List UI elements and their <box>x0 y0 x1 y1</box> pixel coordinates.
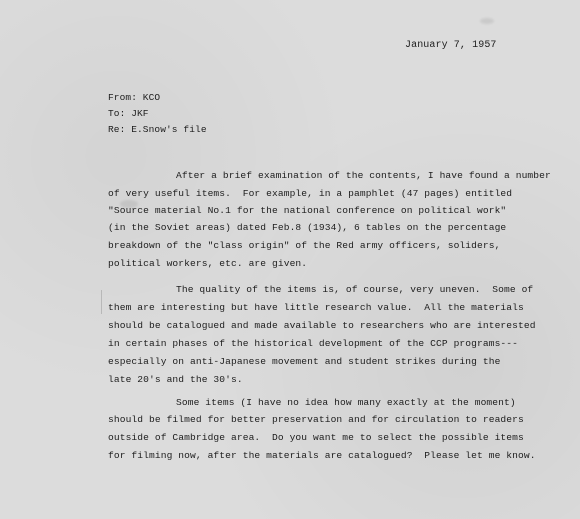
paragraph-3-line: should be filmed for better preservation and for circulation to readers <box>108 414 524 425</box>
memo-to: To: JKF <box>108 108 149 119</box>
paragraph-2-line: them are interesting but have little research value. All the materials <box>108 302 524 313</box>
paragraph-1-line: "Source material No.1 for the national conference on political work" <box>108 205 507 216</box>
paragraph-1-line: political workers, etc. are given. <box>108 258 308 269</box>
paragraph-1-line: After a brief examination of the contents, I have found a number <box>176 170 551 181</box>
paragraph-3-line: Some items (I have no idea how many exactly at the moment) <box>176 397 516 408</box>
memo-date: January 7, 1957 <box>405 40 497 51</box>
scratch-mark <box>101 290 102 314</box>
paragraph-2-line: should be catalogued and made available to researchers who are interested <box>108 320 536 331</box>
paragraph-2-line: The quality of the items is, of course, very uneven. Some of <box>176 284 534 295</box>
paragraph-2-line: late 20's and the 30's. <box>108 374 243 385</box>
paragraph-1-line: breakdown of the "class origin" of the Red army officers, soliders, <box>108 240 501 251</box>
paragraph-1-line: (in the Soviet areas) dated Feb.8 (1934), 6 tables on the percentage <box>108 222 507 233</box>
smudge-mark <box>480 18 494 24</box>
paragraph-1-line: of very useful items. For example, in a pamphlet (47 pages) entitled <box>108 188 513 199</box>
paragraph-2-line: especially on anti-Japanese movement and student strikes during the <box>108 356 501 367</box>
paragraph-3-line: outside of Cambridge area. Do you want me to select the possible items <box>108 432 524 443</box>
memo-from: From: KCO <box>108 92 161 103</box>
paragraph-3-line: for filming now, after the materials are catalogued? Please let me know. <box>108 450 536 461</box>
paragraph-2-line: in certain phases of the historical development of the CCP programs--- <box>108 338 519 349</box>
memo-re: Re: E.Snow's file <box>108 124 207 135</box>
